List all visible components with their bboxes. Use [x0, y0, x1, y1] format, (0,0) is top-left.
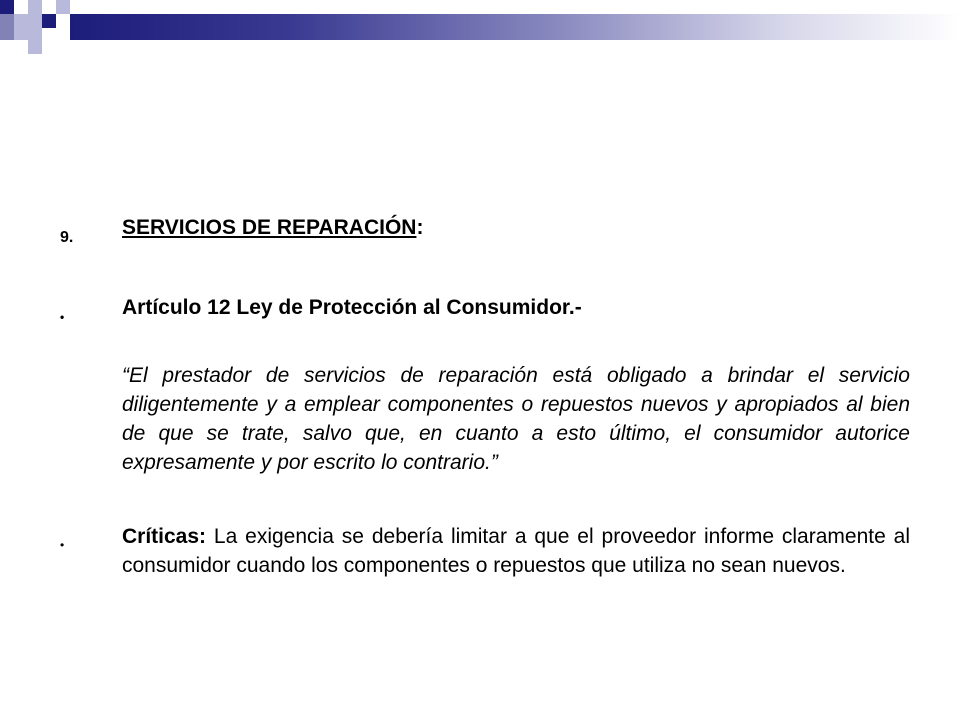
decor-square-dark	[0, 14, 14, 40]
criticas-text: La exigencia se debería limitar a que el proveedor informe claramente al consumidor cuando los componentes o repuestos que utiliza no sean nuevos.	[122, 525, 910, 577]
section-title-colon: :	[416, 216, 424, 239]
decor-square-light	[56, 0, 70, 14]
slide-body	[60, 212, 910, 580]
criticas-label: Críticas:	[122, 525, 207, 548]
decor-square-dark	[0, 0, 14, 14]
section-title: SERVICIOS DE REPARACIÓN	[122, 216, 417, 239]
article-title: Artículo 12 Ley de Protección al Consumidor.-	[122, 296, 582, 319]
decor-square-light	[28, 40, 42, 54]
section-heading	[60, 212, 910, 244]
header-decoration	[0, 0, 960, 70]
header-gradient-bar	[70, 14, 960, 40]
bullet-icon: •	[60, 310, 65, 324]
criticas-item	[60, 522, 910, 580]
article-heading	[60, 292, 910, 324]
decor-square-light	[14, 14, 42, 40]
bullet-icon: •	[60, 538, 65, 552]
decor-square-dark	[42, 14, 56, 28]
article-quote	[60, 361, 910, 477]
section-number: 9.	[60, 229, 74, 246]
quote-text: “El prestador de servicios de reparación está obligado a brindar el servicio diligentemente y a emplear componentes o repuestos nuevos y apropiados al bien de que se trate, salvo que, en cuanto a esto último, el consumidor autorice expresamente y por escrito lo contrario.”	[122, 364, 910, 474]
decor-square-light	[28, 0, 42, 14]
